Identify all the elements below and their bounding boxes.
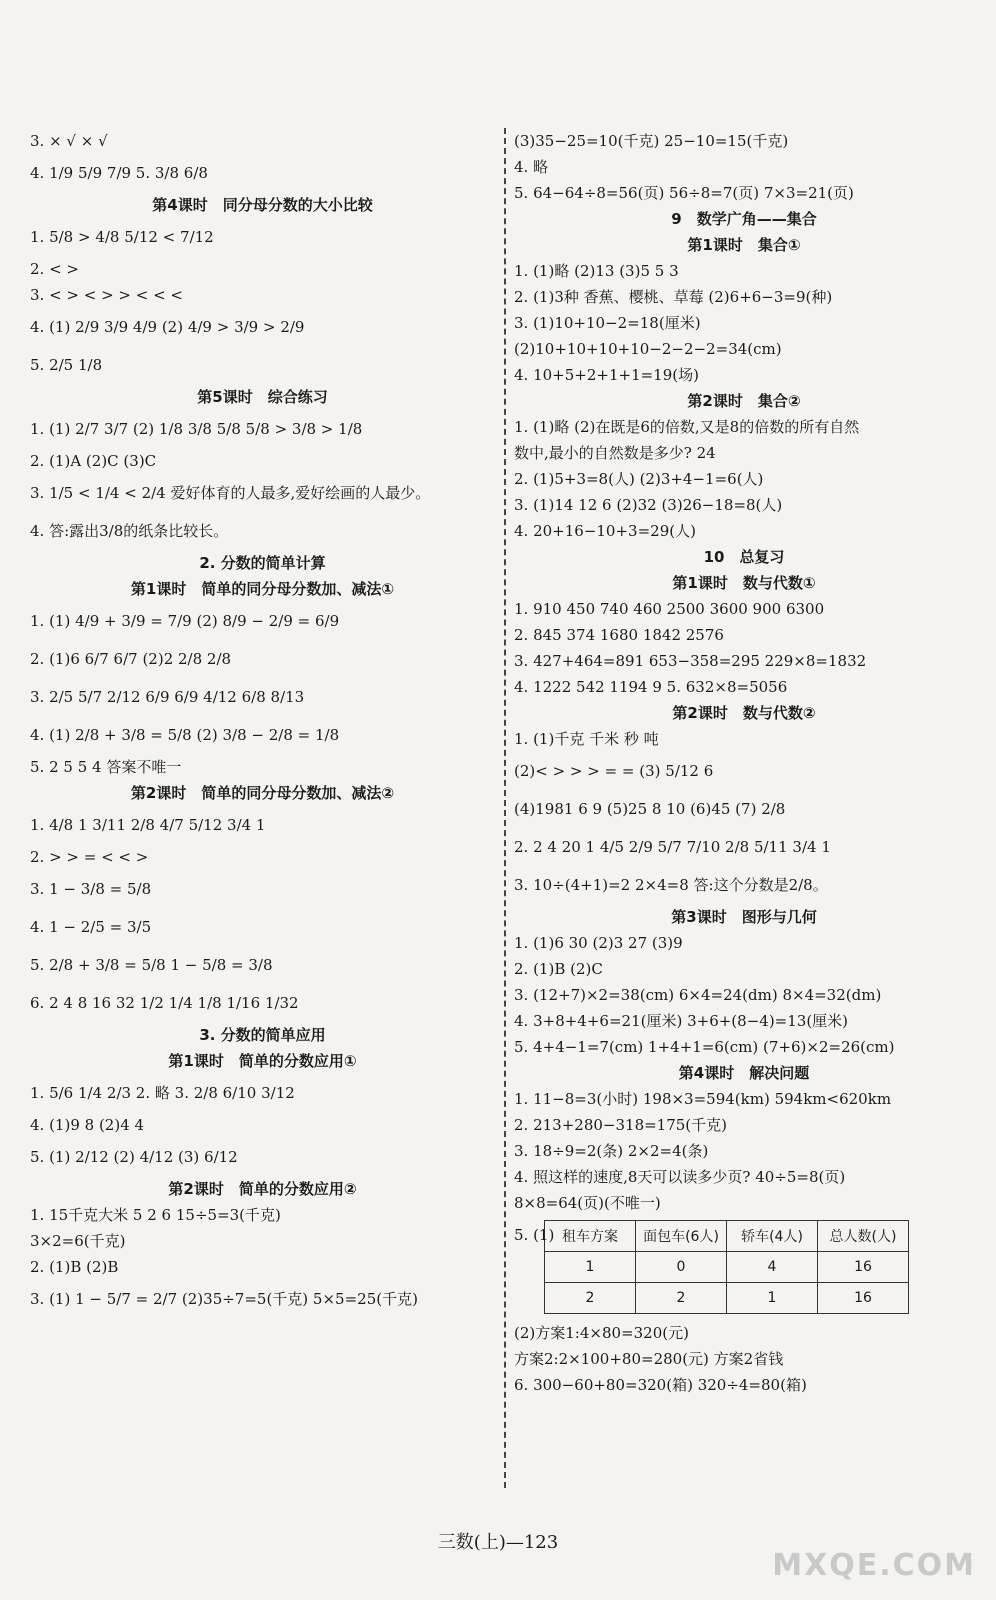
- answer-line: 1. 910 450 740 460 2500 3600 900 6300: [514, 600, 825, 618]
- answer-line: 4. 1222 542 1194 9 5. 632×8=5056: [514, 678, 788, 696]
- answer-line: 3. 10÷(4+1)=2 2×4=8 答:这个分数是2/8。: [514, 876, 828, 894]
- answer-line: 1. (1)略 (2)在既是6的倍数,又是8的倍数的所有自然: [514, 418, 860, 436]
- answer-line: 1. (1)6 30 (2)3 27 (3)9: [514, 934, 683, 952]
- table-cell: 1: [727, 1283, 818, 1314]
- answer-line: 1. (1) 2/7 3/7 (2) 1/8 3/8 5/8 5/8 > 3/8 > 1/8: [30, 420, 363, 438]
- answer-line: (3)35−25=10(千克) 25−10=15(千克): [514, 132, 789, 150]
- answer-line: 1. (1) 4/9 + 3/9 = 7/9 (2) 8/9 − 2/9 = 6/9: [30, 612, 340, 630]
- answer-line: 4. (1) 2/9 3/9 4/9 (2) 4/9 > 3/9 > 2/9: [30, 318, 305, 336]
- section-heading: 第2课时 简单的同分母分数加、减法②: [130, 784, 395, 802]
- table-header-cell: 轿车(4人): [727, 1221, 818, 1252]
- section-heading: 第2课时 集合②: [687, 392, 801, 410]
- table-header-cell: 租车方案: [545, 1221, 636, 1252]
- answer-line: 4. 略: [514, 158, 549, 176]
- answer-line: 3. (1)14 12 6 (2)32 (3)26−18=8(人): [514, 496, 783, 514]
- answer-line: 5. 2/5 1/8: [30, 356, 103, 374]
- section-heading: 第1课时 集合①: [687, 236, 801, 254]
- answer-line: 1. 5/6 1/4 2/3 2. 略 3. 2/8 6/10 3/12: [30, 1084, 295, 1102]
- table-header-row: [545, 1221, 909, 1252]
- answer-line: 2. (1)A (2)C (3)C: [30, 452, 157, 470]
- section-heading: 第1课时 简单的分数应用①: [168, 1052, 357, 1070]
- answer-line: 3. 18÷9=2(条) 2×2=4(条): [514, 1142, 709, 1160]
- section-heading: 第4课时 解决问题: [678, 1064, 810, 1082]
- answer-line: 2. 213+280−318=175(千克): [514, 1116, 728, 1134]
- table-cell: 16: [818, 1283, 909, 1314]
- section-heading: 3. 分数的简单应用: [199, 1026, 326, 1044]
- answer-line: (2)10+10+10+10−2−2−2=34(cm): [514, 340, 782, 358]
- rental-plan-table: [544, 1220, 909, 1314]
- answer-line: 3. × √ × √: [30, 132, 108, 150]
- answer-line: 4. (1) 2/8 + 3/8 = 5/8 (2) 3/8 − 2/8 = 1/8: [30, 726, 340, 744]
- answer-line: 3. < > < > > < < <: [30, 286, 184, 304]
- answer-line: 4. 20+16−10+3=29(人): [514, 522, 696, 540]
- table-cell: 1: [545, 1252, 636, 1283]
- column-divider: [504, 128, 506, 1488]
- answer-line: 8×8=64(页)(不唯一): [514, 1194, 661, 1212]
- answer-line: 4. 1 − 2/5 = 3/5: [30, 918, 152, 936]
- answer-line: 2. (1)B (2)C: [514, 960, 603, 978]
- answer-line: 2. (1)B (2)B: [30, 1258, 119, 1276]
- answer-line: 5. 4+4−1=7(cm) 1+4+1=6(cm) (7+6)×2=26(cm): [514, 1038, 895, 1056]
- answer-line: 3. (1)10+10−2=18(厘米): [514, 314, 701, 332]
- answer-line: 2. < >: [30, 260, 79, 278]
- section-heading: 第2课时 数与代数②: [672, 704, 816, 722]
- left-column: [30, 128, 495, 1318]
- answer-line: (2)< > > > = = (3) 5/12 6: [514, 762, 714, 780]
- section-heading: 9 数学广角——集合: [671, 210, 817, 228]
- table-header-cell: 面包车(6人): [636, 1221, 727, 1252]
- answer-line: 3. (1) 1 − 5/7 = 2/7 (2)35÷7=5(千克) 5×5=25(千克): [30, 1290, 418, 1308]
- page-footer: 三数(上)—123: [437, 1532, 559, 1553]
- answer-line: 2. 845 374 1680 1842 2576: [514, 626, 724, 644]
- section-heading: 第3课时 图形与几何: [671, 908, 817, 926]
- answer-line: 3. 1/5 < 1/4 < 2/4 爱好体育的人最多,爱好绘画的人最少。: [30, 484, 431, 502]
- section-heading: 第5课时 综合练习: [197, 388, 328, 406]
- answer-line: 3×2=6(千克): [30, 1232, 126, 1250]
- answer-line: 4. 1/9 5/9 7/9 5. 3/8 6/8: [30, 164, 208, 182]
- answer-line: 数中,最小的自然数是多少? 24: [514, 444, 716, 462]
- answer-line: 1. (1)千克 千米 秒 吨: [514, 730, 659, 748]
- answer-line: 2. (1)6 6/7 6/7 (2)2 2/8 2/8: [30, 650, 232, 668]
- answer-line: (2)方案1:4×80=320(元): [514, 1324, 689, 1342]
- answer-line: 5. 64−64÷8=56(页) 56÷8=7(页) 7×3=21(页): [514, 184, 854, 202]
- answer-line: 1. (1)略 (2)13 (3)5 5 3: [514, 262, 679, 280]
- table-question-label: 5. (1): [514, 1226, 555, 1244]
- section-heading: 第4课时 同分母分数的大小比较: [152, 196, 373, 214]
- table-cell: 4: [727, 1252, 818, 1283]
- answer-line: 1. 5/8 > 4/8 5/12 < 7/12: [30, 228, 214, 246]
- table-header-cell: 总人数(人): [818, 1221, 909, 1252]
- answer-line: 4. 10+5+2+1+1=19(场): [514, 366, 699, 384]
- answer-line: 3. (12+7)×2=38(cm) 6×4=24(dm) 8×4=32(dm): [514, 986, 882, 1004]
- answer-line: 2. (1)3种 香蕉、樱桃、草莓 (2)6+6−3=9(种): [514, 288, 833, 306]
- section-heading: 2. 分数的简单计算: [199, 554, 326, 572]
- answer-line: (4)1981 6 9 (5)25 8 10 (6)45 (7) 2/8: [514, 800, 786, 818]
- answer-line: 4. 3+8+4+6=21(厘米) 3+6+(8−4)=13(厘米): [514, 1012, 849, 1030]
- section-heading: 10 总复习: [703, 548, 785, 566]
- answer-line: 4. 照这样的速度,8天可以读多少页? 40÷5=8(页): [514, 1168, 846, 1186]
- answer-line: 方案2:2×100+80=280(元) 方案2省钱: [514, 1350, 784, 1368]
- table-cell: 16: [818, 1252, 909, 1283]
- answer-line: 2. > > = < < >: [30, 848, 149, 866]
- answer-line: 4. (1)9 8 (2)4 4: [30, 1116, 145, 1134]
- answer-line: 6. 2 4 8 16 32 1/2 1/4 1/8 1/16 1/32: [30, 994, 299, 1012]
- answer-line: 5. (1) 2/12 (2) 4/12 (3) 6/12: [30, 1148, 238, 1166]
- table-cell: 2: [636, 1283, 727, 1314]
- answer-line: 2. 2 4 20 1 4/5 2/9 5/7 7/10 2/8 5/11 3/4 1: [514, 838, 831, 856]
- answer-line: 1. 15千克大米 5 2 6 15÷5=3(千克): [30, 1206, 281, 1224]
- watermark-logo: MXQE.COM: [772, 1548, 976, 1583]
- section-heading: 第1课时 数与代数①: [672, 574, 816, 592]
- answer-line: 3. 427+464=891 653−358=295 229×8=1832: [514, 652, 867, 670]
- section-heading: 第1课时 简单的同分母分数加、减法①: [130, 580, 395, 598]
- right-column-top: [514, 128, 974, 1216]
- answer-line: 1. 11−8=3(小时) 198×3=594(km) 594km<620km: [514, 1090, 892, 1108]
- table-row: [545, 1283, 909, 1314]
- answer-line: 1. 4/8 1 3/11 2/8 4/7 5/12 3/4 1: [30, 816, 266, 834]
- right-column-bottom: [514, 1320, 974, 1398]
- table-cell: 2: [545, 1283, 636, 1314]
- answer-line: 5. 2/8 + 3/8 = 5/8 1 − 5/8 = 3/8: [30, 956, 273, 974]
- answer-line: 6. 300−60+80=320(箱) 320÷4=80(箱): [514, 1376, 807, 1394]
- answer-line: 4. 答:露出3/8的纸条比较长。: [30, 522, 229, 540]
- answer-line: 3. 2/5 5/7 2/12 6/9 6/9 4/12 6/8 8/13: [30, 688, 305, 706]
- answer-line: 5. 2 5 5 4 答案不唯一: [30, 758, 182, 776]
- answer-line: 2. (1)5+3=8(人) (2)3+4−1=6(人): [514, 470, 764, 488]
- rental-plan-block: [514, 1220, 974, 1320]
- table-row: [545, 1252, 909, 1283]
- answer-line: 3. 1 − 3/8 = 5/8: [30, 880, 152, 898]
- table-cell: 0: [636, 1252, 727, 1283]
- section-heading: 第2课时 简单的分数应用②: [168, 1180, 357, 1198]
- right-column: [514, 128, 974, 1398]
